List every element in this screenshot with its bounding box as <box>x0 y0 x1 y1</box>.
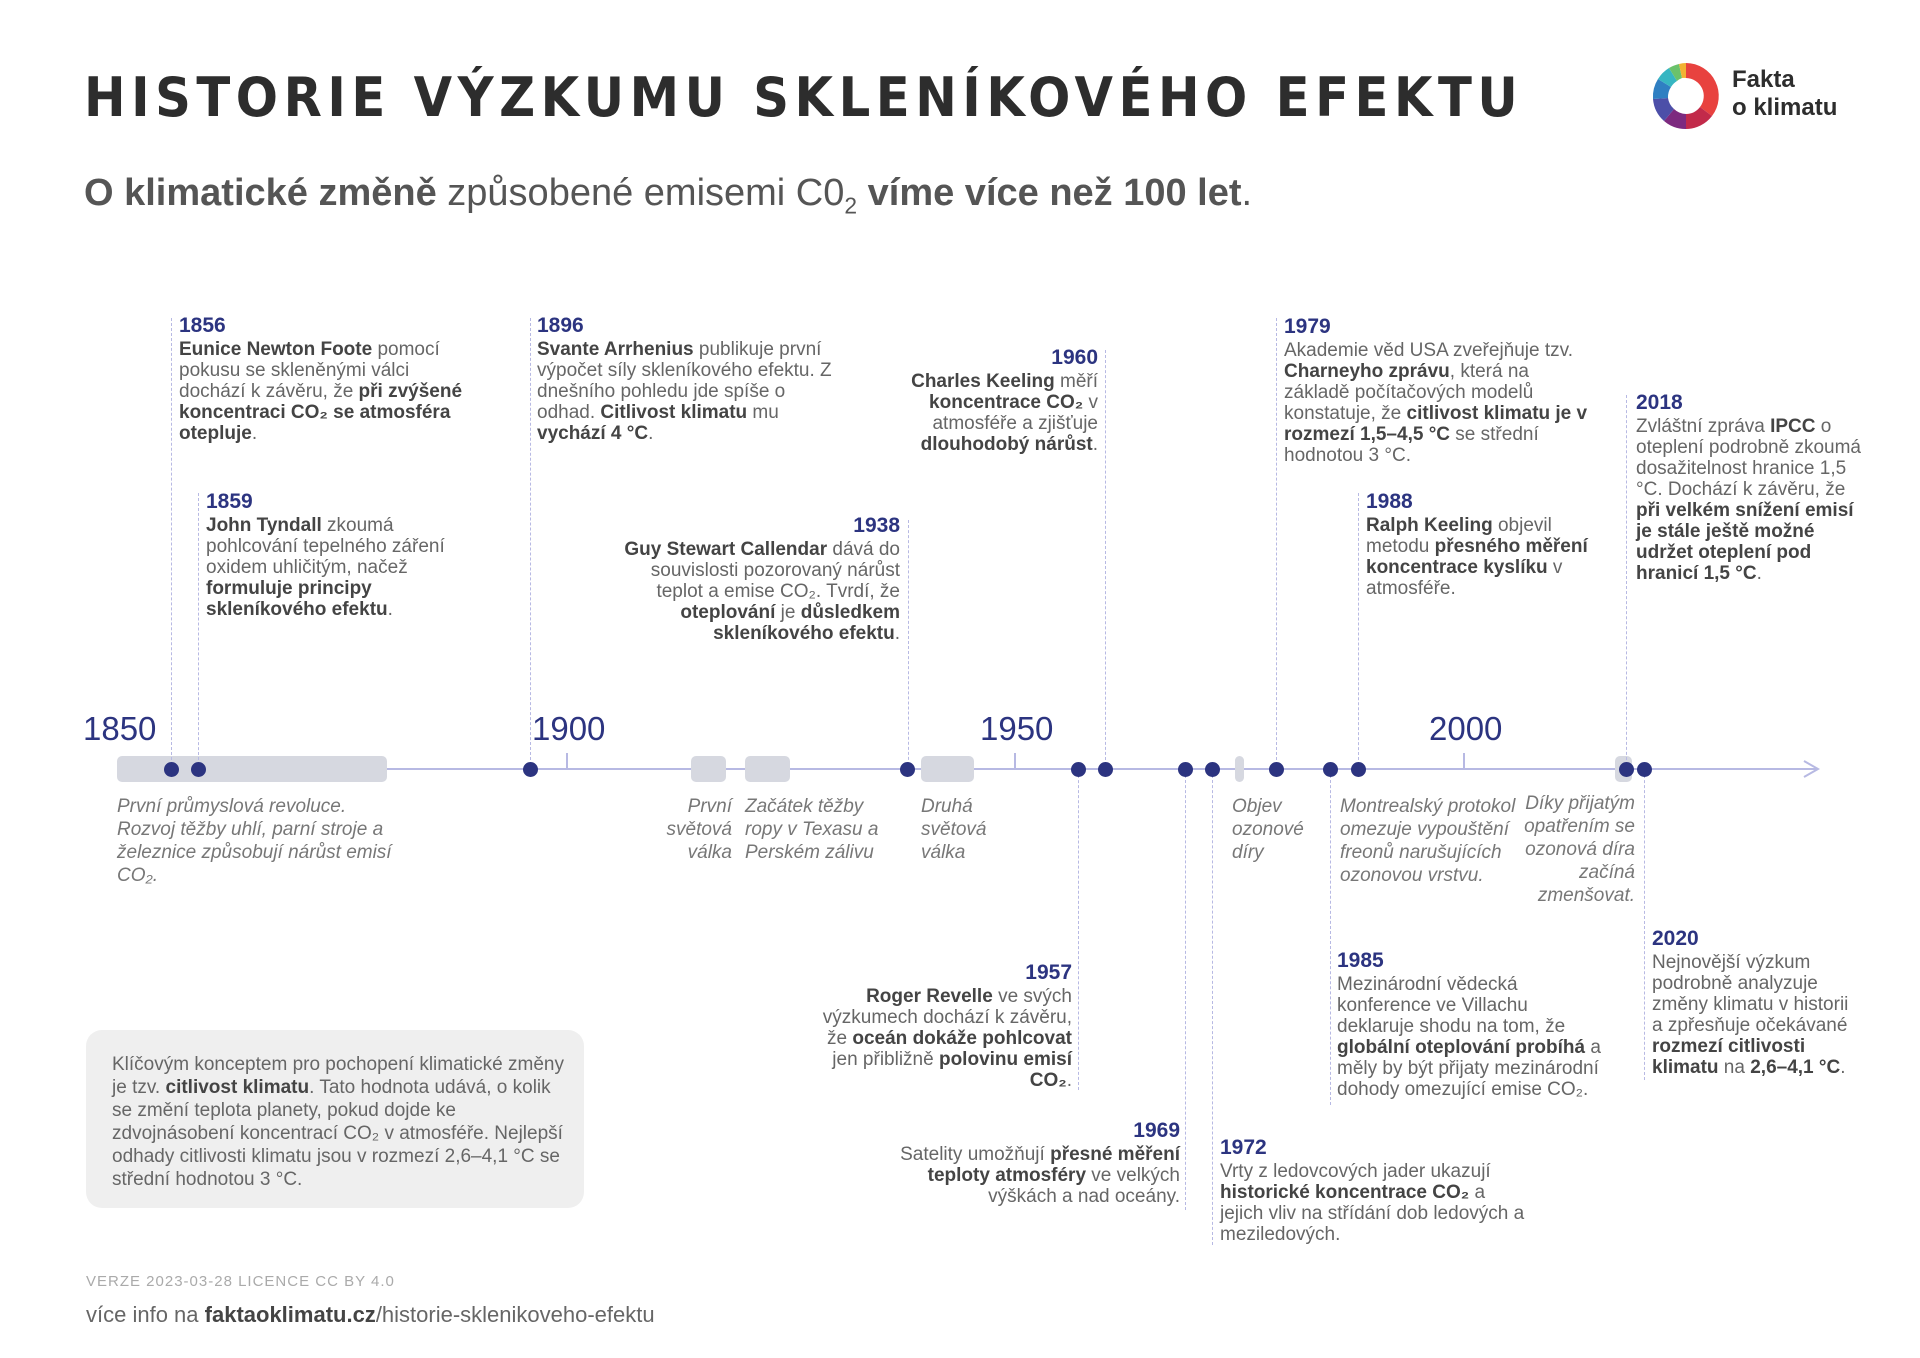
note-industrial-revolution: První průmyslová revoluce. Rozvoj těžby uhlí, parní stroje a železnice způsobují nárůst emisí CO₂. <box>117 796 392 886</box>
decade-label-1900: 1900 <box>532 710 606 747</box>
event-dot-2018[interactable] <box>1619 762 1634 777</box>
note-montreal-protocol: Montrealský protokol omezuje vypouštění freonů narušujících ozonovou vrstvu. <box>1340 796 1516 886</box>
event-1957: 1957 Roger Revelle ve svých výzkumech dochází k závěru, že oceán dokáže pohlcovat jen přibližně polovinu emisí CO₂. <box>822 961 1072 1091</box>
event-1856: 1856 Eunice Newton Foote pomocí pokusu se skleněnými válci dochází k závěru, že při zvýšené koncentraci CO₂ se atmosféra otepluje. <box>179 314 463 444</box>
event-dot-1988[interactable] <box>1351 762 1366 777</box>
connector-1896 <box>530 318 531 770</box>
note-ww2: Druhá světová válka <box>921 796 987 863</box>
event-dot-1960[interactable] <box>1098 762 1113 777</box>
connector-1859 <box>198 493 199 770</box>
event-dot-1957[interactable] <box>1071 762 1086 777</box>
event-dot-1859[interactable] <box>191 762 206 777</box>
connector-1969 <box>1185 770 1186 1210</box>
more-info-link[interactable]: více info na faktaoklimatu.cz/historie-sklenikoveho-efektu <box>86 1302 655 1327</box>
event-dot-1972[interactable] <box>1205 762 1220 777</box>
connector-1938 <box>908 520 909 770</box>
event-1960: 1960 Charles Keeling měří koncentrace CO₂ v atmosféře a zjišťuje dlouhodobý nárůst. <box>911 346 1098 455</box>
event-dot-1896[interactable] <box>523 762 538 777</box>
event-dot-1856[interactable] <box>164 762 179 777</box>
note-ozone-hole: Objev ozonové díry <box>1232 796 1304 863</box>
period-band-industrial-revolution <box>117 756 387 782</box>
decade-label-2000: 2000 <box>1429 710 1503 747</box>
tick-1950 <box>1014 753 1016 768</box>
event-dot-1969[interactable] <box>1178 762 1193 777</box>
decade-label-1850: 1850 <box>83 710 157 747</box>
connector-1985 <box>1330 770 1331 1105</box>
connector-1979 <box>1276 318 1277 770</box>
connector-2020 <box>1644 770 1645 1080</box>
event-dot-1938[interactable] <box>900 762 915 777</box>
connector-1856 <box>171 318 172 770</box>
event-1988: 1988 Ralph Keeling objevil metodu přesného měření koncentrace kyslíku v atmosféře. <box>1366 490 1588 599</box>
period-band-oil <box>745 756 790 782</box>
tick-2000 <box>1463 753 1465 768</box>
decade-label-1950: 1950 <box>980 710 1054 747</box>
event-1859: 1859 John Tyndall zkoumá pohlcování tepelného záření oxidem uhličitým, načež formuluje principy skleníkového efektu. <box>206 490 445 620</box>
event-1969: 1969 Satelity umožňují přesné měření teploty atmosféry ve velkých výškách a nad oceány. <box>900 1119 1180 1207</box>
event-dot-1985[interactable] <box>1323 762 1338 777</box>
note-ozone-recovery: Díky přijatým opatřením se ozonová díra začíná zmenšovat. <box>1524 793 1635 906</box>
connector-2018 <box>1626 395 1627 770</box>
period-band-ozone-hole <box>1235 756 1244 782</box>
note-oil: Začátek těžby ropy v Texasu a Perském zálivu <box>745 796 879 863</box>
period-band-ww2 <box>921 756 974 782</box>
event-2020: 2020 Nejnovější výzkum podrobně analyzuje změny klimatu v historii a zpřesňuje očekávané rozmezí citlivosti klimatu na 2,6–4,1 °C. <box>1652 927 1849 1078</box>
event-2018: 2018 Zvláštní zpráva IPCC o oteplení podrobně zkoumá dosažitelnost hranice 1,5 °C. Dochází k závěru, že při velkém snížení emisí je stále ještě možné udržet oteplení pod hranicí 1,5 °C. <box>1636 391 1861 584</box>
period-band-ww1 <box>691 756 726 782</box>
event-1896: 1896 Svante Arrhenius publikuje první výpočet síly skleníkového efektu. Z dnešního pohledu jde spíše o odhad. Citlivost klimatu mu vychází 4 °C. <box>537 314 832 444</box>
connector-1972 <box>1212 770 1213 1245</box>
event-1972: 1972 Vrty z ledovcových jader ukazují historické koncentrace CO₂ a jejich vliv na střídání dob ledových a meziledových. <box>1220 1136 1525 1245</box>
event-1985: 1985 Mezinárodní vědecká konference ve Villachu deklaruje shodu na tom, že globální oteplování probíhá a měly by být přijaty mezinárodní dohody omezující emise CO₂. <box>1337 949 1601 1100</box>
logo-text[interactable]: Fakta o klimatu <box>1732 66 1838 121</box>
event-1979: 1979 Akademie věd USA zveřejňuje tzv. Charneyho zprávu, která na základě počítačových modelů konstatuje, že citlivost klimatu je v rozmezí 1,5–4,5 °C se střední hodnotou 3 °C. <box>1284 315 1588 466</box>
event-1938: 1938 Guy Stewart Callendar dává do souvislosti pozorovaný nárůst teplot a emise CO₂. Tvrdí, že oteplování je důsledkem skleníkového efektu. <box>624 514 900 644</box>
tick-1900 <box>566 753 568 768</box>
page-subtitle: O klimatické změně způsobené emisemi $C0_2$ víme více než 100 let. <box>84 172 1253 219</box>
page-title: HISTORIE VÝZKUMU SKLENÍKOVÉHO EFEKTU <box>84 66 1524 129</box>
event-dot-1979[interactable] <box>1269 762 1284 777</box>
event-dot-2020[interactable] <box>1637 762 1652 777</box>
version-license: VERZE 2023-03-28 LICENCE CC BY 4.0 <box>86 1273 395 1290</box>
note-ww1: První světová válka <box>666 796 732 863</box>
connector-1960 <box>1105 350 1106 770</box>
axis-arrow-icon <box>1800 759 1822 779</box>
info-box-text: Klíčovým konceptem pro pochopení klimatické změny je tzv. citlivost klimatu. Tato hodnota udává, o kolik se změní teplota planety, pokud dojde ke zdvojnásobení koncentrací CO₂ v atmosféře. Nejlepší odhady citlivosti klimatu jsou v rozmezí 2,6–4,1 °C se střední hodnotou 3 °C. <box>112 1054 564 1190</box>
connector-1957 <box>1078 770 1079 1090</box>
connector-1988 <box>1358 493 1359 770</box>
